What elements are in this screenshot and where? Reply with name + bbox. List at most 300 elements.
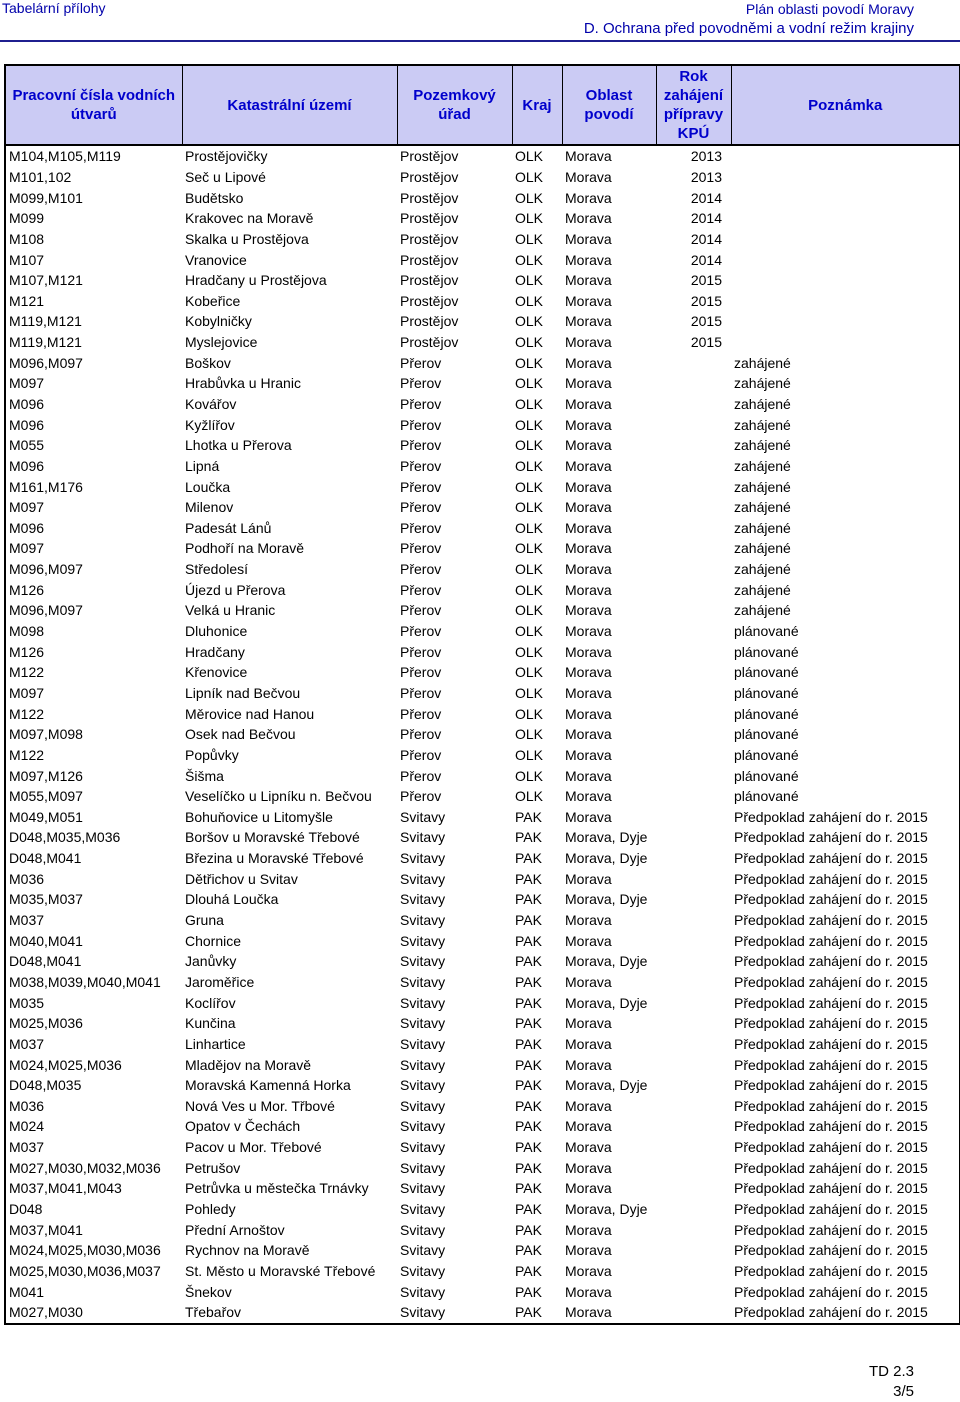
cell-note: Předpoklad zahájení do r. 2015 [734, 1304, 928, 1321]
cell-start-year [656, 1075, 731, 1096]
cell-start-year [656, 1302, 731, 1324]
cell-start-year [656, 1261, 731, 1282]
cell-basin: Morava [565, 478, 612, 495]
cell-water-bodies: M126 [9, 581, 45, 598]
cell-land-office: Svitavy [400, 1077, 446, 1094]
table-row [5, 1116, 960, 1137]
cell-start-year [656, 992, 731, 1013]
cell-region: PAK [515, 1262, 542, 1279]
cell-water-bodies: M096 [9, 519, 45, 536]
cell-start-year [656, 1281, 731, 1302]
cell-cadastral: Hrabůvka u Hranic [185, 375, 301, 392]
cell-land-office: Přerov [400, 561, 442, 578]
col-header-land-office: Pozemkový úřad [397, 65, 512, 145]
cell-land-office: Přerov [400, 643, 442, 660]
cell-basin: Morava [565, 375, 612, 392]
cell-region: OLK [515, 726, 544, 743]
cell-basin: Morava [565, 1283, 612, 1300]
cell-basin: Morava [565, 251, 612, 268]
cell-region: OLK [515, 148, 544, 165]
cell-start-year [656, 1178, 731, 1199]
cell-cadastral: Pacov u Mor. Třebové [185, 1139, 322, 1156]
cell-land-office: Svitavy [400, 1056, 446, 1073]
col-header-basin: Oblast povodí [562, 65, 656, 145]
cell-region: OLK [515, 478, 544, 495]
cell-basin: Morava [565, 292, 612, 309]
cell-water-bodies: M040,M041 [9, 932, 83, 949]
cell-cadastral: Mladějov na Moravě [185, 1056, 312, 1073]
cell-cadastral: Opatov v Čechách [185, 1118, 301, 1135]
cell-cadastral: Koclířov [185, 994, 236, 1011]
cell-region: PAK [515, 1200, 542, 1217]
cell-note: zahájené [734, 581, 791, 598]
header-section-title: D. Ochrana před povodněmi a vodní režim krajiny [583, 20, 914, 37]
cell-water-bodies: M096 [9, 396, 45, 412]
cell-basin: Morava [565, 189, 612, 206]
table-row [5, 1281, 960, 1302]
cell-region: OLK [515, 396, 544, 412]
cell-land-office: Svitavy [400, 1221, 446, 1238]
cell-region: PAK [515, 953, 542, 970]
cell-cadastral: Linhartice [185, 1035, 246, 1052]
cell-land-office: Prostějov [400, 292, 459, 309]
cell-cadastral: Myslejovice [185, 334, 258, 351]
cell-region: PAK [515, 912, 542, 929]
cell-land-office: Přerov [400, 705, 442, 722]
cell-basin: Morava [565, 1221, 612, 1238]
cell-start-year [656, 621, 731, 642]
cell-cadastral: Velká u Hranic [185, 602, 276, 619]
cell-land-office: Přerov [400, 499, 442, 516]
cell-basin: Morava [565, 334, 612, 351]
table-row [5, 167, 960, 188]
cell-cadastral: Chornice [185, 932, 242, 949]
cell-land-office: Přerov [400, 540, 442, 557]
cell-land-office: Svitavy [400, 994, 446, 1011]
cell-region: PAK [515, 870, 542, 887]
cell-basin: Morava [565, 973, 612, 990]
cell-region: OLK [515, 292, 544, 309]
cell-start-year [656, 889, 731, 910]
cell-water-bodies: M025,M030,M036,M037 [9, 1262, 161, 1279]
cell-water-bodies: D048,M041 [9, 953, 82, 970]
cell-land-office: Prostějov [400, 334, 459, 351]
cell-water-bodies: M024 [9, 1118, 45, 1135]
header-right [584, 0, 914, 38]
cell-basin: Morava [565, 354, 612, 371]
cell-basin: Morava [565, 416, 612, 433]
cell-land-office: Přerov [400, 767, 442, 784]
cell-water-bodies: M027,M030,M032,M036 [9, 1159, 161, 1176]
cell-water-bodies: M037,M041,M043 [9, 1180, 122, 1197]
cell-cadastral: Újezd u Přerova [185, 581, 286, 598]
cell-start-year: 2015 [690, 272, 722, 289]
cell-cadastral: Boškov [185, 354, 231, 371]
cell-cadastral: Rychnov na Moravě [185, 1242, 310, 1259]
cell-water-bodies: M041 [9, 1283, 45, 1300]
table-row [5, 889, 960, 910]
col-header-cadastral: Katastrální území [182, 65, 397, 145]
cell-water-bodies: M122 [9, 664, 45, 681]
cell-cadastral: Pohledy [185, 1200, 236, 1217]
cell-start-year [656, 600, 731, 621]
cell-note: Předpoklad zahájení do r. 2015 [734, 1118, 928, 1135]
cell-basin: Morava [565, 664, 612, 681]
cell-basin: Morava [565, 643, 612, 660]
cell-cadastral: Prostějovičky [185, 148, 268, 165]
cell-note: Předpoklad zahájení do r. 2015 [734, 994, 928, 1011]
cell-note [731, 145, 960, 167]
cell-cadastral: Kovářov [185, 396, 237, 412]
cell-region: PAK [515, 1304, 542, 1321]
cell-basin: Morava [565, 767, 612, 784]
cell-start-year: 2013 [690, 168, 722, 185]
cell-basin: Morava [565, 726, 612, 743]
cell-land-office: Přerov [400, 746, 442, 763]
cell-note: Předpoklad zahájení do r. 2015 [734, 1077, 928, 1094]
cell-start-year: 2013 [690, 148, 722, 165]
cell-start-year [656, 1054, 731, 1075]
cell-water-bodies: D048,M035,M036 [9, 829, 121, 846]
cell-region: PAK [515, 1118, 542, 1135]
cell-region: OLK [515, 643, 544, 660]
cell-note: Předpoklad zahájení do r. 2015 [734, 1242, 928, 1259]
cell-note: zahájené [734, 519, 791, 536]
cell-land-office: Svitavy [400, 1035, 446, 1052]
cell-land-office: Prostějov [400, 251, 459, 268]
cell-land-office: Přerov [400, 396, 442, 412]
cell-note: Předpoklad zahájení do r. 2015 [734, 973, 928, 990]
table-row [5, 1034, 960, 1055]
cell-land-office: Přerov [400, 581, 442, 598]
cell-note: Předpoklad zahájení do r. 2015 [734, 808, 928, 825]
cell-land-office: Přerov [400, 416, 442, 433]
cell-water-bodies: M097 [9, 540, 45, 557]
table-row [5, 621, 960, 642]
cell-note: Předpoklad zahájení do r. 2015 [734, 850, 928, 867]
cell-note: plánované [734, 746, 799, 763]
cell-start-year [656, 1034, 731, 1055]
cell-land-office: Svitavy [400, 912, 446, 929]
cell-start-year [656, 373, 731, 394]
cell-start-year: 2015 [690, 334, 722, 351]
cell-land-office: Svitavy [400, 1200, 446, 1217]
table-row [5, 394, 960, 415]
table-row [5, 435, 960, 456]
cell-note: Předpoklad zahájení do r. 2015 [734, 1262, 928, 1279]
table-row [5, 579, 960, 600]
cell-start-year [656, 456, 731, 477]
cell-start-year [656, 951, 731, 972]
cell-start-year [656, 1137, 731, 1158]
table-row [5, 1095, 960, 1116]
cell-cadastral: Osek nad Bečvou [185, 726, 296, 743]
cell-cadastral: Přední Arnoštov [185, 1221, 285, 1238]
cell-region: OLK [515, 540, 544, 557]
cell-water-bodies: M037 [9, 1035, 45, 1052]
cell-water-bodies: M107,M121 [9, 272, 83, 289]
cell-land-office: Přerov [400, 354, 442, 371]
cell-basin: Morava, Dyje [565, 1077, 648, 1094]
cell-cadastral: Kyžlířov [185, 416, 235, 433]
cell-water-bodies: M037 [9, 1139, 45, 1156]
cell-region: PAK [515, 1180, 542, 1197]
cell-water-bodies: D048,M035 [9, 1077, 82, 1094]
cell-cadastral: Skalka u Prostějova [185, 230, 309, 247]
cell-start-year [656, 972, 731, 993]
table-row [5, 992, 960, 1013]
cell-start-year [656, 1095, 731, 1116]
cell-water-bodies: M126 [9, 643, 45, 660]
cell-water-bodies: M098 [9, 623, 45, 640]
cell-land-office: Prostějov [400, 313, 459, 330]
cell-basin: Morava [565, 1056, 612, 1073]
cell-note: zahájené [734, 375, 791, 392]
cell-start-year [656, 910, 731, 931]
cell-region: PAK [515, 1097, 542, 1114]
table-row [5, 352, 960, 373]
cell-start-year [656, 559, 731, 580]
cell-note: zahájené [734, 499, 791, 516]
cell-cadastral: Gruna [185, 912, 224, 929]
cell-land-office: Přerov [400, 437, 442, 454]
cell-basin: Morava [565, 457, 612, 474]
cell-cadastral: Lhotka u Přerova [185, 437, 292, 454]
header-plan-title: Plán oblasti povodí Moravy [745, 1, 914, 17]
cell-basin: Morava [565, 1118, 612, 1135]
cell-region: PAK [515, 1056, 542, 1073]
cell-land-office: Svitavy [400, 1242, 446, 1259]
table-row [5, 538, 960, 559]
col-header-start-year: Rok zahájení přípravy KPÚ [656, 65, 731, 145]
cell-basin: Morava [565, 684, 612, 701]
cell-land-office: Přerov [400, 788, 442, 805]
cell-land-office: Svitavy [400, 829, 446, 846]
cell-note: Předpoklad zahájení do r. 2015 [734, 1180, 928, 1197]
cell-note: zahájené [734, 478, 791, 495]
cell-note [731, 332, 960, 353]
cell-basin: Morava [565, 1035, 612, 1052]
cell-water-bodies: M036 [9, 870, 45, 887]
cell-water-bodies: M049,M051 [9, 808, 83, 825]
cell-water-bodies: M027,M030 [9, 1304, 83, 1321]
cell-start-year [656, 579, 731, 600]
cell-start-year [656, 662, 731, 683]
cell-basin: Morava, Dyje [565, 953, 648, 970]
table-row [5, 497, 960, 518]
cell-water-bodies: M055 [9, 437, 45, 454]
cell-basin: Morava [565, 210, 612, 227]
table-row [5, 1013, 960, 1034]
cell-basin: Morava [565, 788, 612, 805]
cell-water-bodies: M121 [9, 292, 45, 309]
cell-start-year [656, 435, 731, 456]
cell-cadastral: Dětřichov u Svitav [185, 870, 298, 887]
cell-basin: Morava [565, 602, 612, 619]
cell-cadastral: Kobeřice [185, 292, 241, 309]
cell-start-year: 2015 [690, 292, 722, 309]
cell-basin: Morava [565, 1262, 612, 1279]
cell-water-bodies: M119,M121 [9, 313, 82, 330]
cell-cadastral: Boršov u Moravské Třebové [185, 829, 360, 846]
cell-basin: Morava [565, 437, 612, 454]
cell-basin: Morava [565, 272, 612, 289]
cell-basin: Morava, Dyje [565, 891, 648, 908]
cell-note: plánované [734, 623, 799, 640]
cell-note [731, 311, 960, 332]
cell-land-office: Svitavy [400, 953, 446, 970]
table-row [5, 930, 960, 951]
cell-water-bodies: M024,M025,M030,M036 [9, 1242, 161, 1259]
cell-region: OLK [515, 788, 544, 805]
cell-note: Předpoklad zahájení do r. 2015 [734, 1159, 928, 1176]
cell-land-office: Svitavy [400, 1262, 446, 1279]
table-row [5, 745, 960, 766]
cell-land-office: Přerov [400, 457, 442, 474]
cell-region: OLK [515, 375, 544, 392]
cell-water-bodies: D048,M041 [9, 850, 82, 867]
cell-water-bodies: M122 [9, 746, 45, 763]
cell-land-office: Přerov [400, 726, 442, 743]
cell-note: zahájené [734, 602, 791, 619]
cell-start-year [656, 786, 731, 807]
cell-note: Předpoklad zahájení do r. 2015 [734, 1015, 928, 1032]
cell-basin: Morava [565, 1015, 612, 1032]
table-row [5, 145, 960, 167]
table-body [5, 145, 960, 1324]
cell-basin: Morava [565, 148, 612, 165]
cell-basin: Morava [565, 499, 612, 516]
cell-land-office: Přerov [400, 478, 442, 495]
cell-note [731, 167, 960, 188]
cell-cadastral: Milenov [185, 499, 234, 516]
cell-region: PAK [515, 1221, 542, 1238]
table-row [5, 827, 960, 848]
cell-start-year [656, 1157, 731, 1178]
cell-start-year [656, 765, 731, 786]
cell-region: OLK [515, 623, 544, 640]
cell-water-bodies: M035 [9, 994, 45, 1011]
cell-basin: Morava [565, 1180, 612, 1197]
cell-note: zahájené [734, 416, 791, 433]
header-divider [0, 40, 960, 42]
cell-region: OLK [515, 313, 544, 330]
cell-start-year: 2014 [690, 251, 722, 268]
cell-cadastral: Šnekov [185, 1283, 232, 1300]
cell-note [731, 249, 960, 270]
footer-page-number: 3/5 [893, 1383, 914, 1400]
cell-land-office: Prostějov [400, 210, 459, 227]
cell-region: PAK [515, 973, 542, 990]
cell-land-office: Svitavy [400, 1139, 446, 1156]
cell-note: Předpoklad zahájení do r. 2015 [734, 1139, 928, 1156]
cell-basin: Morava [565, 746, 612, 763]
cell-start-year [656, 1116, 731, 1137]
cell-land-office: Prostějov [400, 148, 459, 165]
cell-basin: Morava [565, 705, 612, 722]
table-row [5, 229, 960, 250]
col-header-water-bodies: Pracovní čísla vodních útvarů [5, 65, 182, 145]
cell-water-bodies: M099,M101 [9, 189, 83, 206]
cell-basin: Morava [565, 540, 612, 557]
cell-start-year: 2015 [690, 313, 722, 330]
cell-note [731, 270, 960, 291]
cell-note: zahájené [734, 396, 791, 412]
cell-note: Předpoklad zahájení do r. 2015 [734, 1097, 928, 1114]
cell-water-bodies: M097,M098 [9, 726, 83, 743]
cell-start-year [656, 827, 731, 848]
cell-basin: Morava [565, 1242, 612, 1259]
footer [869, 1362, 914, 1402]
cell-land-office: Přerov [400, 664, 442, 681]
cell-start-year [656, 538, 731, 559]
cell-basin: Morava [565, 519, 612, 536]
cell-note: plánované [734, 767, 799, 784]
cell-start-year [656, 848, 731, 869]
cell-start-year [656, 703, 731, 724]
cell-region: OLK [515, 602, 544, 619]
table-row [5, 208, 960, 229]
cell-basin: Morava [565, 932, 612, 949]
cell-water-bodies: M119,M121 [9, 334, 82, 351]
cell-cadastral: Kunčina [185, 1015, 236, 1032]
footer-doc-code: TD 2.3 [868, 1363, 914, 1380]
cell-note: Předpoklad zahájení do r. 2015 [734, 829, 928, 846]
table-row [5, 1075, 960, 1096]
cell-land-office: Svitavy [400, 1159, 446, 1176]
cell-water-bodies: D048 [9, 1200, 43, 1217]
cell-land-office: Svitavy [400, 932, 446, 949]
cell-land-office: Svitavy [400, 1015, 446, 1032]
cell-region: OLK [515, 499, 544, 516]
cell-start-year [656, 1199, 731, 1220]
table-row [5, 641, 960, 662]
table-row [5, 951, 960, 972]
cell-cadastral: Březina u Moravské Třebové [185, 850, 364, 867]
table-row [5, 1178, 960, 1199]
cell-start-year [656, 683, 731, 704]
cell-basin: Morava [565, 1097, 612, 1114]
table-row [5, 290, 960, 311]
cell-start-year [656, 930, 731, 951]
header-left-title: Tabelární přílohy [2, 0, 106, 16]
cell-water-bodies: M107 [9, 251, 45, 268]
cell-note: Předpoklad zahájení do r. 2015 [734, 1200, 928, 1217]
cell-start-year [656, 518, 731, 539]
cell-land-office: Přerov [400, 519, 442, 536]
cell-note [731, 290, 960, 311]
cell-land-office: Svitavy [400, 1304, 446, 1321]
table-row [5, 910, 960, 931]
cell-start-year [656, 394, 731, 415]
cell-cadastral: Popůvky [185, 746, 239, 763]
cell-basin: Morava [565, 313, 612, 330]
cell-water-bodies: M097 [9, 499, 45, 516]
cell-cadastral: St. Město u Moravské Třebové [185, 1262, 376, 1279]
cell-land-office: Prostějov [400, 189, 459, 206]
cell-water-bodies: M096,M097 [9, 354, 83, 371]
cell-water-bodies: M096,M097 [9, 602, 83, 619]
cell-land-office: Prostějov [400, 168, 459, 185]
cell-cadastral: Hradčany u Prostějova [185, 272, 327, 289]
cell-land-office: Svitavy [400, 1118, 446, 1135]
cell-basin: Morava [565, 623, 612, 640]
cell-start-year: 2014 [690, 189, 722, 206]
cell-start-year: 2014 [690, 230, 722, 247]
table-row [5, 683, 960, 704]
cell-start-year [656, 868, 731, 889]
cell-basin: Morava [565, 808, 612, 825]
